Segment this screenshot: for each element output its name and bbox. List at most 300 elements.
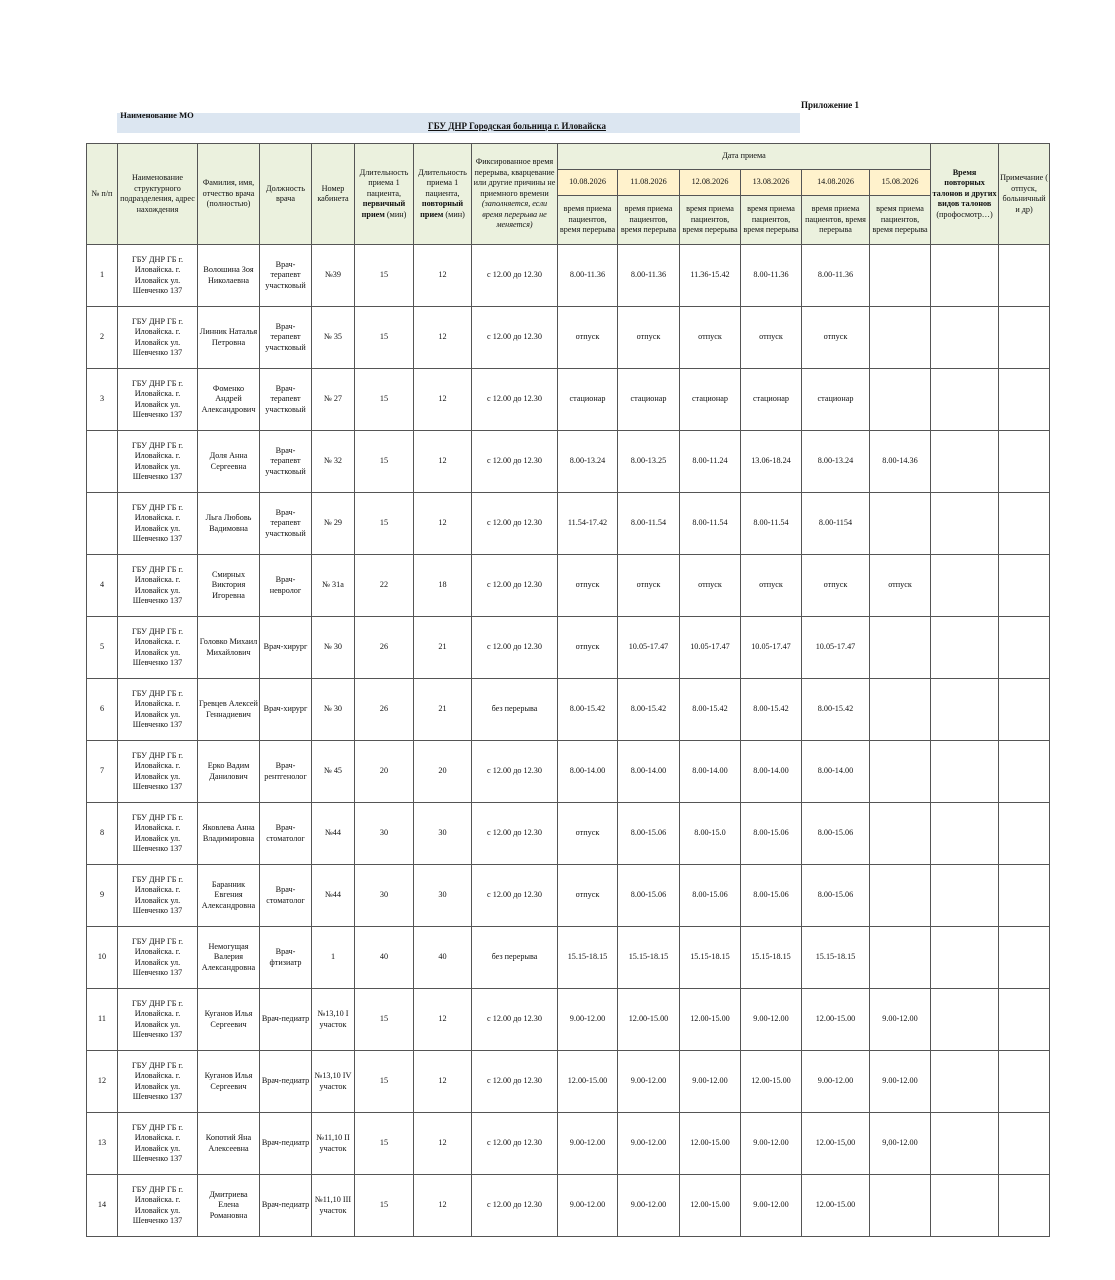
table-row: [87, 555, 1050, 617]
row-repeat-tickets: [931, 679, 999, 741]
header-repeat-tickets-a: Время повторных талонов и других видов талонов: [932, 167, 997, 209]
row-note: [999, 741, 1050, 803]
row-position: Врач-терапевт участковый: [260, 431, 312, 493]
row-date-6: 9.00-12.00: [870, 989, 931, 1051]
row-date-5: 12.00-15.00: [802, 989, 870, 1051]
row-number: 1: [87, 245, 118, 307]
row-date-1: стационар: [558, 369, 618, 431]
row-note: [999, 431, 1050, 493]
header-primary-b: первичный прием: [361, 199, 406, 219]
row-note: [999, 369, 1050, 431]
row-note: [999, 493, 1050, 555]
row-repeat-tickets: [931, 245, 999, 307]
row-date-1: отпуск: [558, 617, 618, 679]
row-doctor-name: Гревцев Алексей Геннадиевич: [198, 679, 260, 741]
row-date-1: 11.54-17.42: [558, 493, 618, 555]
row-date-2: 10.05-17.47: [618, 617, 680, 679]
row-repeat-min: 30: [414, 803, 472, 865]
row-doctor-name: Копотий Яна Алексеевна: [198, 1113, 260, 1175]
row-number: 11: [87, 989, 118, 1051]
row-date-4: 8.00-11.36: [741, 245, 802, 307]
row-date-5: 12.00-15,00: [802, 1113, 870, 1175]
row-cabinet: № 29: [312, 493, 355, 555]
row-date-5: 8.00-13.24: [802, 431, 870, 493]
header-repeat-a: Длительность приема 1 пациента,: [418, 167, 467, 198]
row-date-4: 8.00-14.00: [741, 741, 802, 803]
row-date-1: 8.00-15.42: [558, 679, 618, 741]
row-note: [999, 679, 1050, 741]
row-repeat-tickets: [931, 1113, 999, 1175]
row-note: [999, 1113, 1050, 1175]
row-repeat-tickets: [931, 927, 999, 989]
header-cabinet: Номер кабинета: [312, 144, 355, 245]
row-repeat-min: 20: [414, 741, 472, 803]
row-dept: ГБУ ДНР ГБ г. Иловайска. г. Иловайск ул. Шевченко 137: [118, 989, 198, 1051]
header-break: [472, 144, 558, 245]
header-break-b: (заполняется, если время перерыва не меняется): [481, 199, 548, 230]
row-doctor-name: Головко Михаил Михайлович: [198, 617, 260, 679]
row-dept: ГБУ ДНР ГБ г. Иловайска. г. Иловайск ул. Шевченко 137: [118, 431, 198, 493]
row-date-4: 15.15-18.15: [741, 927, 802, 989]
row-note: [999, 865, 1050, 927]
header-primary-c: (мин): [386, 209, 407, 219]
header-date-sub: время приема пациентов, время перерыва: [870, 196, 931, 245]
row-note: [999, 555, 1050, 617]
row-primary-min: 15: [355, 245, 414, 307]
row-number: 4: [87, 555, 118, 617]
row-number: 7: [87, 741, 118, 803]
row-primary-min: 15: [355, 1175, 414, 1237]
header-repeat-tickets: [931, 144, 999, 245]
row-dept: ГБУ ДНР ГБ г. Иловайска. г. Иловайск ул. Шевченко 137: [118, 803, 198, 865]
row-number: [87, 431, 118, 493]
header-note: Примечание ( отпуск, больничный и др): [999, 144, 1050, 245]
row-repeat-min: 12: [414, 369, 472, 431]
row-date-5: 8.00-14.00: [802, 741, 870, 803]
row-break: с 12.00 до 12.30: [472, 989, 558, 1051]
row-number: 3: [87, 369, 118, 431]
header-date-sub: время приема пациентов, время перерыва: [741, 196, 802, 245]
row-date-3: 8.00-11.24: [680, 431, 741, 493]
table-row: [87, 803, 1050, 865]
row-date-5: стационар: [802, 369, 870, 431]
row-date-6: 9.00-12.00: [870, 1051, 931, 1113]
row-date-3: 8.00-15.06: [680, 865, 741, 927]
header-primary: [355, 144, 414, 245]
row-cabinet: № 30: [312, 679, 355, 741]
row-position: Врач-хирург: [260, 617, 312, 679]
row-date-6: [870, 617, 931, 679]
row-break: с 12.00 до 12.30: [472, 741, 558, 803]
row-cabinet: № 32: [312, 431, 355, 493]
row-note: [999, 927, 1050, 989]
row-repeat-min: 12: [414, 1051, 472, 1113]
table-row: [87, 989, 1050, 1051]
row-date-2: 8.00-15.42: [618, 679, 680, 741]
row-repeat-min: 12: [414, 989, 472, 1051]
row-date-6: [870, 1175, 931, 1237]
row-cabinet: № 45: [312, 741, 355, 803]
table-row: [87, 927, 1050, 989]
row-date-6: [870, 865, 931, 927]
row-doctor-name: Льга Любовь Вадимовна: [198, 493, 260, 555]
row-date-3: 8.00-11.54: [680, 493, 741, 555]
row-note: [999, 245, 1050, 307]
row-doctor-name: Фоменко Андрей Александрович: [198, 369, 260, 431]
row-cabinet: № 30: [312, 617, 355, 679]
row-note: [999, 1175, 1050, 1237]
row-dept: ГБУ ДНР ГБ г. Иловайска. г. Иловайск ул. Шевченко 137: [118, 245, 198, 307]
header-dept: Наименование структурного подразделения, адрес нахождения: [118, 144, 198, 245]
row-note: [999, 617, 1050, 679]
row-dept: ГБУ ДНР ГБ г. Иловайска. г. Иловайск ул. Шевченко 137: [118, 1175, 198, 1237]
row-number: [87, 493, 118, 555]
row-primary-min: 20: [355, 741, 414, 803]
row-cabinet: №44: [312, 803, 355, 865]
row-position: Врач-невролог: [260, 555, 312, 617]
header-repeat-c: (мин): [445, 209, 465, 219]
row-primary-min: 22: [355, 555, 414, 617]
header-num: № п/п: [87, 144, 118, 245]
row-date-2: отпуск: [618, 555, 680, 617]
row-break: с 12.00 до 12.30: [472, 369, 558, 431]
row-break: с 12.00 до 12.30: [472, 307, 558, 369]
table-row: [87, 1113, 1050, 1175]
row-date-2: стационар: [618, 369, 680, 431]
row-date-1: отпуск: [558, 803, 618, 865]
row-date-3: 9.00-12.00: [680, 1051, 741, 1113]
row-position: Врач-стоматолог: [260, 803, 312, 865]
row-cabinet: №13,10 IV участок: [312, 1051, 355, 1113]
row-date-1: 8.00-14.00: [558, 741, 618, 803]
row-repeat-tickets: [931, 1175, 999, 1237]
row-date-2: отпуск: [618, 307, 680, 369]
row-primary-min: 15: [355, 1113, 414, 1175]
row-dept: ГБУ ДНР ГБ г. Иловайска. г. Иловайск ул. Шевченко 137: [118, 369, 198, 431]
row-date-5: 8.00-11.36: [802, 245, 870, 307]
row-cabinet: № 35: [312, 307, 355, 369]
row-date-6: [870, 679, 931, 741]
row-date-6: отпуск: [870, 555, 931, 617]
header-date-3: 12.08.2026: [680, 170, 741, 196]
row-doctor-name: Немогущая Валерия Александровна: [198, 927, 260, 989]
row-repeat-min: 12: [414, 1175, 472, 1237]
row-doctor-name: Волошина Зоя Николаевна: [198, 245, 260, 307]
row-position: Врач-фтизиатр: [260, 927, 312, 989]
header-date-sub: время приема пациентов, время перерыва: [680, 196, 741, 245]
row-doctor-name: Смирных Виктория Игоревна: [198, 555, 260, 617]
row-doctor-name: Куганов Илья Сергеевич: [198, 989, 260, 1051]
row-repeat-tickets: [931, 741, 999, 803]
row-break: с 12.00 до 12.30: [472, 1051, 558, 1113]
row-dept: ГБУ ДНР ГБ г. Иловайска. г. Иловайск ул. Шевченко 137: [118, 741, 198, 803]
row-date-1: отпуск: [558, 307, 618, 369]
row-doctor-name: Доля Анна Сергеевна: [198, 431, 260, 493]
table-row: [87, 617, 1050, 679]
row-repeat-min: 12: [414, 431, 472, 493]
row-position: Врач-педиатр: [260, 989, 312, 1051]
row-cabinet: №11,10 II участок: [312, 1113, 355, 1175]
row-date-4: 9.00-12.00: [741, 1113, 802, 1175]
header-primary-a: Длительность приема 1 пациента,: [359, 167, 409, 198]
row-date-3: отпуск: [680, 555, 741, 617]
row-repeat-tickets: [931, 617, 999, 679]
row-note: [999, 989, 1050, 1051]
appendix-label: Приложение 1: [800, 100, 860, 110]
row-doctor-name: Яковлева Анна Владимировна: [198, 803, 260, 865]
table-row: [87, 369, 1050, 431]
row-date-3: 12.00-15.00: [680, 1113, 741, 1175]
row-note: [999, 307, 1050, 369]
row-date-2: 8.00-15.06: [618, 803, 680, 865]
row-repeat-tickets: [931, 989, 999, 1051]
row-date-6: 9,00-12.00: [870, 1113, 931, 1175]
row-number: 12: [87, 1051, 118, 1113]
row-date-2: 9.00-12.00: [618, 1051, 680, 1113]
row-date-4: 13.06-18.24: [741, 431, 802, 493]
row-date-6: [870, 741, 931, 803]
row-date-4: 8.00-11.54: [741, 493, 802, 555]
row-date-3: 10.05-17.47: [680, 617, 741, 679]
row-break: с 12.00 до 12.30: [472, 803, 558, 865]
row-primary-min: 15: [355, 1051, 414, 1113]
row-date-4: 8.00-15.06: [741, 803, 802, 865]
row-primary-min: 15: [355, 989, 414, 1051]
row-dept: ГБУ ДНР ГБ г. Иловайска. г. Иловайск ул. Шевченко 137: [118, 1051, 198, 1113]
row-date-6: [870, 245, 931, 307]
row-date-3: 8.00-14.00: [680, 741, 741, 803]
mo-header-bar: [117, 110, 800, 133]
row-repeat-tickets: [931, 307, 999, 369]
header-date-5: 14.08.2026: [802, 170, 870, 196]
row-date-3: 12.00-15.00: [680, 1175, 741, 1237]
row-cabinet: №39: [312, 245, 355, 307]
row-date-5: 15.15-18.15: [802, 927, 870, 989]
row-dept: ГБУ ДНР ГБ г. Иловайска. г. Иловайск ул. Шевченко 137: [118, 865, 198, 927]
row-dept: ГБУ ДНР ГБ г. Иловайска. г. Иловайск ул. Шевченко 137: [118, 617, 198, 679]
row-break: без перерыва: [472, 927, 558, 989]
row-break: с 12.00 до 12.30: [472, 1175, 558, 1237]
row-repeat-min: 21: [414, 679, 472, 741]
row-primary-min: 30: [355, 865, 414, 927]
row-date-4: 9.00-12.00: [741, 989, 802, 1051]
row-date-5: 8.00-15.06: [802, 865, 870, 927]
row-date-2: 9.00-12.00: [618, 1113, 680, 1175]
header-date-6: 15.08.2026: [870, 170, 931, 196]
row-doctor-name: Линник Наталья Петровна: [198, 307, 260, 369]
table-row: [87, 1051, 1050, 1113]
row-break: с 12.00 до 12.30: [472, 245, 558, 307]
row-cabinet: № 27: [312, 369, 355, 431]
table-row: [87, 1175, 1050, 1237]
row-date-5: отпуск: [802, 307, 870, 369]
header-position: Должность врача: [260, 144, 312, 245]
row-repeat-min: 18: [414, 555, 472, 617]
row-dept: ГБУ ДНР ГБ г. Иловайска. г. Иловайск ул. Шевченко 137: [118, 555, 198, 617]
row-date-4: отпуск: [741, 555, 802, 617]
row-position: Врач-терапевт участковый: [260, 307, 312, 369]
row-primary-min: 15: [355, 369, 414, 431]
row-date-2: 8.00-15.06: [618, 865, 680, 927]
row-position: Врач-терапевт участковый: [260, 493, 312, 555]
row-dept: ГБУ ДНР ГБ г. Иловайска. г. Иловайск ул. Шевченко 137: [118, 307, 198, 369]
row-date-1: 8.00-13.24: [558, 431, 618, 493]
row-repeat-tickets: [931, 803, 999, 865]
row-primary-min: 15: [355, 493, 414, 555]
row-date-1: 9.00-12.00: [558, 989, 618, 1051]
row-date-4: 9.00-12.00: [741, 1175, 802, 1237]
row-date-2: 15.15-18.15: [618, 927, 680, 989]
row-repeat-min: 21: [414, 617, 472, 679]
row-cabinet: №44: [312, 865, 355, 927]
row-number: 13: [87, 1113, 118, 1175]
header-date-group: Дата приема: [558, 144, 931, 170]
row-number: 9: [87, 865, 118, 927]
row-repeat-tickets: [931, 493, 999, 555]
row-doctor-name: Дмитриева Елена Романовна: [198, 1175, 260, 1237]
row-primary-min: 15: [355, 431, 414, 493]
row-break: с 12.00 до 12.30: [472, 555, 558, 617]
row-repeat-tickets: [931, 555, 999, 617]
mo-value: ГБУ ДНР Городская больница г. Иловайска: [428, 121, 606, 131]
row-date-6: [870, 307, 931, 369]
row-dept: ГБУ ДНР ГБ г. Иловайска. г. Иловайск ул. Шевченко 137: [118, 1113, 198, 1175]
row-repeat-tickets: [931, 369, 999, 431]
schedule-body: [87, 245, 1050, 1237]
row-repeat-tickets: [931, 431, 999, 493]
row-date-3: 8.00-15.42: [680, 679, 741, 741]
row-doctor-name: Куганов Илья Сергеевич: [198, 1051, 260, 1113]
row-position: Врач-педиатр: [260, 1051, 312, 1113]
row-date-1: 8.00-11.36: [558, 245, 618, 307]
row-doctor-name: Ерко Вадим Данилович: [198, 741, 260, 803]
row-date-5: 9.00-12.00: [802, 1051, 870, 1113]
row-repeat-tickets: [931, 1051, 999, 1113]
row-date-3: 8.00-15.0: [680, 803, 741, 865]
row-break: без перерыва: [472, 679, 558, 741]
row-number: 5: [87, 617, 118, 679]
table-row: [87, 431, 1050, 493]
row-cabinet: № 31а: [312, 555, 355, 617]
header-date-sub: время приема пациентов, время перерыва: [558, 196, 618, 245]
row-break: с 12.00 до 12.30: [472, 493, 558, 555]
row-note: [999, 1051, 1050, 1113]
row-date-1: 9.00-12.00: [558, 1113, 618, 1175]
row-cabinet: №13,10 I участок: [312, 989, 355, 1051]
table-row: [87, 245, 1050, 307]
row-doctor-name: Баранник Евгения Александровна: [198, 865, 260, 927]
row-date-2: 8.00-14.00: [618, 741, 680, 803]
row-date-2: 12.00-15.00: [618, 989, 680, 1051]
row-date-1: отпуск: [558, 555, 618, 617]
header-repeat-b: повторный прием: [420, 199, 464, 219]
row-date-4: 12.00-15.00: [741, 1051, 802, 1113]
table-row: [87, 741, 1050, 803]
row-date-4: 10.05-17.47: [741, 617, 802, 679]
header-date-sub: время приема пациентов, время перерыва: [618, 196, 680, 245]
row-date-6: 8.00-14.36: [870, 431, 931, 493]
row-position: Врач-хирург: [260, 679, 312, 741]
row-date-4: 8.00-15.42: [741, 679, 802, 741]
row-repeat-min: 12: [414, 493, 472, 555]
row-repeat-min: 12: [414, 307, 472, 369]
row-number: 10: [87, 927, 118, 989]
row-date-3: отпуск: [680, 307, 741, 369]
row-note: [999, 803, 1050, 865]
row-dept: ГБУ ДНР ГБ г. Иловайска. г. Иловайск ул. Шевченко 137: [118, 927, 198, 989]
row-date-6: [870, 369, 931, 431]
row-date-5: отпуск: [802, 555, 870, 617]
row-position: Врач-терапевт участковый: [260, 245, 312, 307]
header-fio: Фамилия, имя, отчество врача (полностью): [198, 144, 260, 245]
table-row: [87, 679, 1050, 741]
row-date-3: стационар: [680, 369, 741, 431]
row-date-6: [870, 803, 931, 865]
schedule-table: [86, 143, 1050, 1237]
header-repeat: [414, 144, 472, 245]
header-date-2: 11.08.2026: [618, 170, 680, 196]
row-number: 14: [87, 1175, 118, 1237]
row-primary-min: 40: [355, 927, 414, 989]
row-cabinet: №11,10 III участок: [312, 1175, 355, 1237]
table-row: [87, 307, 1050, 369]
row-repeat-min: 40: [414, 927, 472, 989]
row-date-6: [870, 927, 931, 989]
row-position: Врач-рентгенолог: [260, 741, 312, 803]
row-date-2: 8.00-11.54: [618, 493, 680, 555]
row-date-2: 9.00-12.00: [618, 1175, 680, 1237]
row-position: Врач-стоматолог: [260, 865, 312, 927]
header-date-1: 10.08.2026: [558, 170, 618, 196]
row-primary-min: 26: [355, 679, 414, 741]
row-date-6: [870, 493, 931, 555]
header-break-a: Фиксированное время перерыва, кварцевание или другие причины не приемного времени: [473, 157, 556, 198]
row-date-5: 12.00-15.00: [802, 1175, 870, 1237]
row-date-4: 8.00-15.06: [741, 865, 802, 927]
row-date-5: 8.00-15.42: [802, 679, 870, 741]
row-date-2: 8.00-11.36: [618, 245, 680, 307]
row-number: 8: [87, 803, 118, 865]
row-date-4: отпуск: [741, 307, 802, 369]
row-date-5: 10.05-17.47: [802, 617, 870, 679]
row-date-5: 8.00-1154: [802, 493, 870, 555]
row-break: с 12.00 до 12.30: [472, 865, 558, 927]
row-primary-min: 15: [355, 307, 414, 369]
row-position: Врач-педиатр: [260, 1175, 312, 1237]
mo-label: Наименование МО: [120, 110, 194, 120]
row-number: 2: [87, 307, 118, 369]
row-date-4: стационар: [741, 369, 802, 431]
row-date-3: 15.15-18.15: [680, 927, 741, 989]
row-dept: ГБУ ДНР ГБ г. Иловайска. г. Иловайск ул. Шевченко 137: [118, 679, 198, 741]
row-position: Врач-терапевт участковый: [260, 369, 312, 431]
header-repeat-tickets-b: (профосмотр…): [936, 209, 993, 219]
table-row: [87, 865, 1050, 927]
row-number: 6: [87, 679, 118, 741]
row-repeat-min: 12: [414, 1113, 472, 1175]
row-date-1: 15.15-18.15: [558, 927, 618, 989]
row-date-1: 12.00-15.00: [558, 1051, 618, 1113]
row-date-2: 8.00-13.25: [618, 431, 680, 493]
row-dept: ГБУ ДНР ГБ г. Иловайска. г. Иловайск ул. Шевченко 137: [118, 493, 198, 555]
row-primary-min: 26: [355, 617, 414, 679]
row-break: с 12.00 до 12.30: [472, 431, 558, 493]
row-repeat-min: 12: [414, 245, 472, 307]
table-row: [87, 493, 1050, 555]
row-date-3: 12.00-15.00: [680, 989, 741, 1051]
row-repeat-tickets: [931, 865, 999, 927]
row-primary-min: 30: [355, 803, 414, 865]
